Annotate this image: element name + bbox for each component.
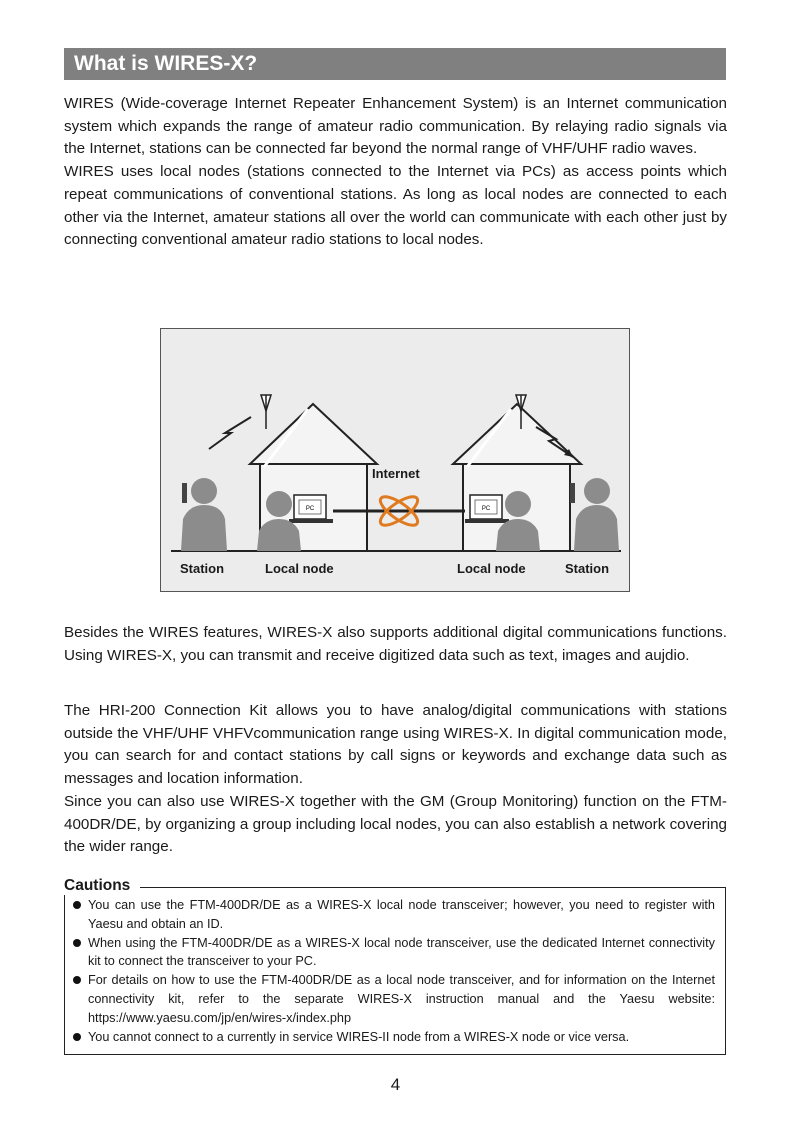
caution-item: You cannot connect to a currently in service WIRES-II node from a WIRES-X node or vice versa.	[72, 1028, 715, 1047]
wires-diagram	[160, 328, 630, 592]
cautions-top-rule	[140, 887, 726, 888]
station-label-right: Station	[565, 561, 610, 576]
hri-paragraph-2: Since you can also use WIRES-X together with the GM (Group Monitoring) function on the FTM-400DR/DE, by organizing a group including local nodes, you can also establish a network covering the wider range.	[64, 792, 727, 856]
left-station-person	[181, 478, 227, 551]
bullet-icon	[73, 939, 81, 947]
section-title: What is WIRES-X?	[64, 48, 726, 80]
bullet-icon	[73, 976, 81, 984]
right-pc-label: PC	[481, 506, 491, 512]
left-antenna-icon	[261, 395, 271, 429]
internet-label: Internet	[372, 466, 420, 481]
intro-paragraph-1: WIRES (Wide-coverage Internet Repeater Enhancement System) is an Internet communication system which expands the range of amateur radio communication. By relaying radio signals via the Internet, stations can be connected far beyond the normal range of VHF/UHF radio waves.	[64, 95, 727, 158]
local-node-label-right: Local node	[457, 561, 526, 576]
right-station-person	[570, 478, 619, 551]
local-node-label-left: Local node	[265, 561, 334, 576]
caution-item: For details on how to use the FTM-400DR/DE as a local node transceiver, and for information on the Internet connectivity kit, refer to the separate WIRES-X instruction manual and the Yaesu website: https://www.yaesu.com/jp/en/wires-x/index.php	[72, 971, 715, 1027]
cautions-list	[72, 896, 715, 1046]
intro-paragraph-2: WIRES uses local nodes (stations connected to the Internet via PCs) as access points which repeat communications of conventional stations. As long as local nodes are connected to each other via the Internet, amateur stations all over the world can communicate with each other just by connecting conventional amateur radio stations to local nodes.	[64, 163, 727, 249]
hri-text	[64, 700, 727, 859]
features-paragraph: Besides the WIRES features, WIRES-X also supports additional digital communications functions. Using WIRES-X, you can transmit and receive digitized data such as text, images and aujdio.	[64, 624, 727, 664]
station-label-left: Station	[180, 561, 225, 576]
page-number: 4	[390, 1075, 401, 1094]
intro-text	[64, 93, 727, 252]
wires-diagram-illustration	[161, 329, 631, 593]
caution-item: When using the FTM-400DR/DE as a WIRES-X local node transceiver, use the dedicated Internet connectivity kit to connect the transceiver to your PC.	[72, 934, 715, 972]
bullet-icon	[73, 901, 81, 909]
left-pc-label: PC	[305, 506, 315, 512]
caution-item: You can use the FTM-400DR/DE as a WIRES-X local node transceiver; however, you need to register with Yaesu and obtain an ID.	[72, 896, 715, 934]
left-signal-icon	[209, 417, 251, 449]
cautions-title: Cautions	[64, 877, 134, 895]
bullet-icon	[73, 1033, 81, 1041]
hri-paragraph-1: The HRI-200 Connection Kit allows you to have analog/digital communications with stations outside the VHF/UHF VHFVcommunication range using WIRES-X. In digital communication mode, you can search for and contact stations by call signs or keywords and exchange data such as messages and location information.	[64, 702, 727, 788]
